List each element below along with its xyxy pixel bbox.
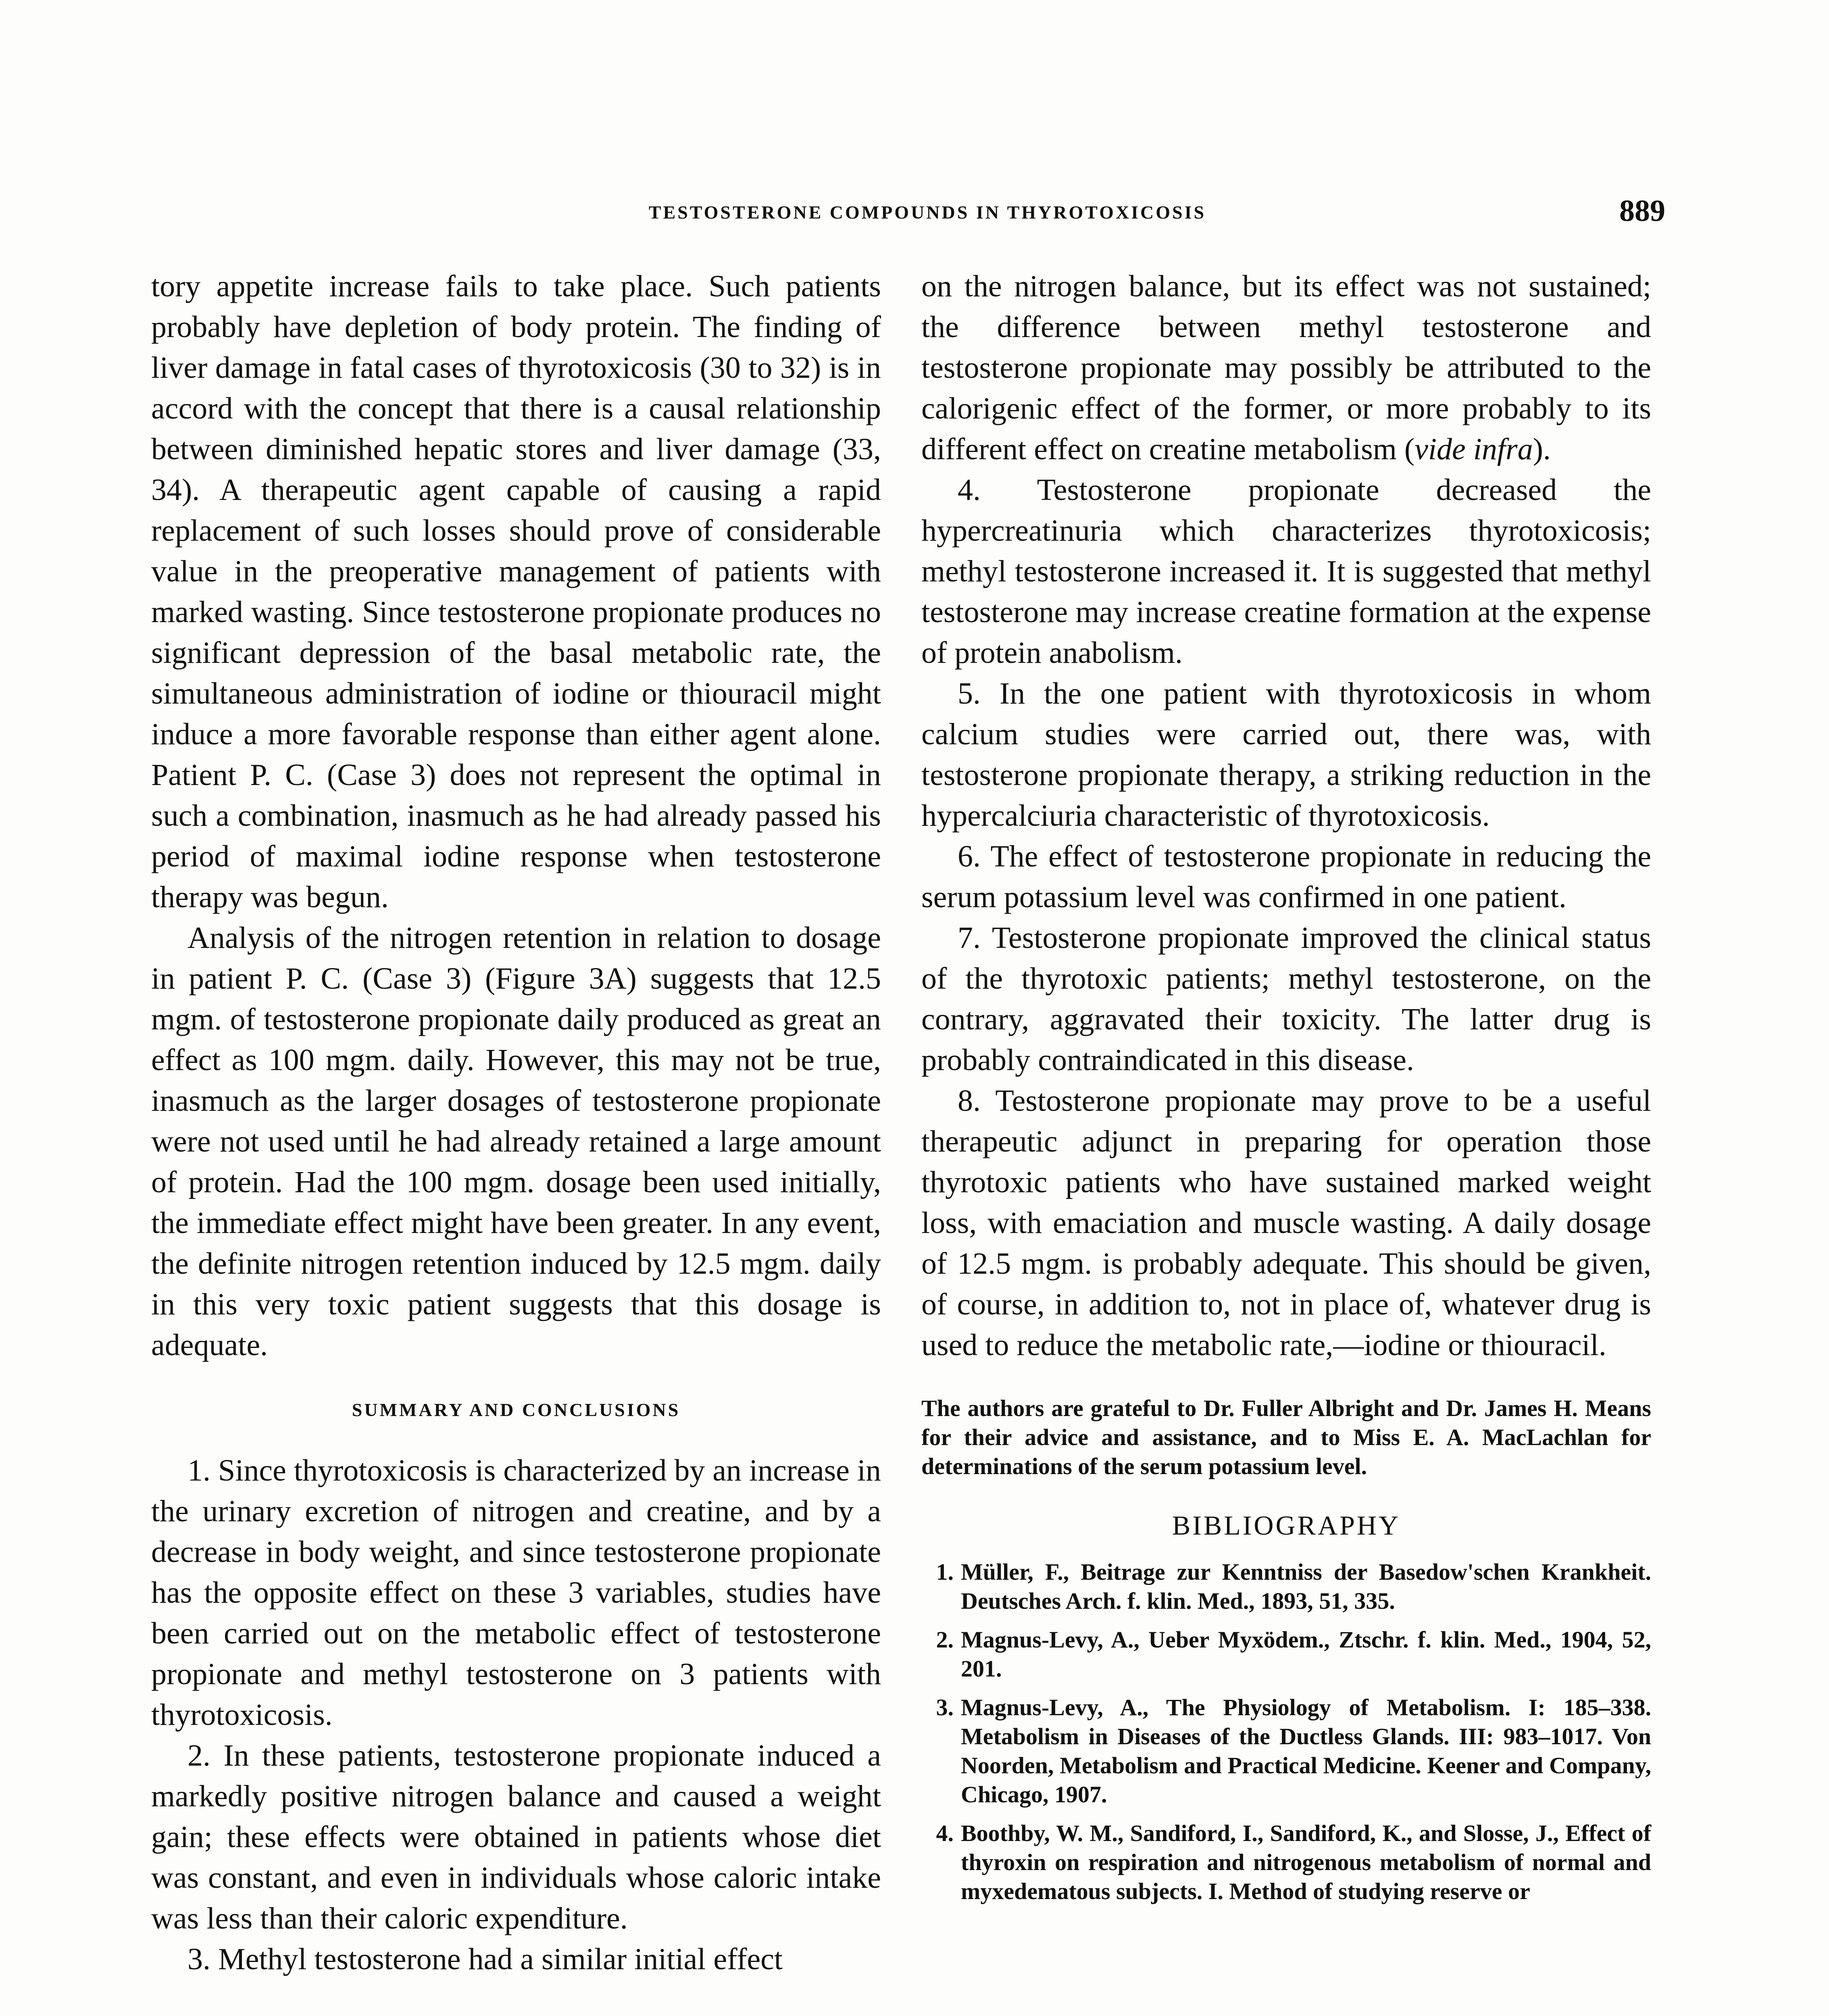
bibliography-text: Müller, F., Beitrage zur Kenntniss der Basedow'schen Krankheit. Deutsches Arch. f. klin. Med., 1893, 51, 335. [961,1559,1651,1614]
page-number: 889 [1619,194,1665,228]
conclusion-item: 1. Since thyrotoxicosis is characterized by an increase in the urinary excretion of nitrogen and creatine, and by a decrease in body weight, and since testosterone propionate has the opposite effect on these 3 variables, studies have been carried out on the metabolic effect of testosterone propionate and methyl testosterone on 3 patients with thyrotoxicosis. [151,1454,881,1732]
conclusion-item: 4. Testosterone propionate decreased the hypercreatinuria which characterizes thyrotoxicosis; methyl testosterone increased it. It is suggested that methyl testosterone may increase creatine formation at the expense of protein anabolism. [921,473,1651,670]
bibliography-entry [921,1625,1651,1683]
paragraph: Analysis of the nitrogen retention in relation to dosage in patient P. C. (Case 3) (Figure 3A) suggests that 12.5 mgm. of testosterone propionate daily produced as great an effect as 100 mgm. daily. However, this may not be true, inasmuch as the larger dosages of testosterone propionate were not used until he had already retained a large amount of protein. Had the 100 mgm. dosage been used initially, the immediate effect might have been greater. In any event, the definite nitrogen retention induced by 12.5 mgm. daily in this very toxic patient suggests that this dosage is adequate. [151,921,881,1362]
text-run: ). [1533,432,1551,466]
bibliography-text: Magnus-Levy, A., The Physiology of Metabolism. I: 185–338. Metabolism in Diseases of the Ductless Glands. III: 983–1017. Von Noorden, Metabolism and Practical Medicine. Keener and Company, Chicago, 1907. [961,1694,1651,1808]
bibliography-entry [921,1693,1651,1809]
text-run: on the nitrogen balance, but its effect was not sustained; the difference between methyl testosterone and testosterone propionate may possibly be attributed to the calorigenic effect of the former, or more probably to its different effect on creatine metabolism ( [921,269,1651,466]
conclusion-item: 2. In these patients, testosterone propionate induced a markedly positive nitrogen balance and caused a weight gain; these effects were obtained in patients whose diet was constant, and even in individuals whose caloric intake was less than their caloric expenditure. [151,1739,881,1935]
right-column [921,266,1651,1916]
section-heading: SUMMARY AND CONCLUSIONS [352,1400,681,1420]
italic-text: vide infra [1414,432,1533,466]
running-head: TESTOSTERONE COMPOUNDS IN THYROTOXICOSIS [648,202,1206,223]
left-column [151,266,881,1980]
conclusion-item: 5. In the one patient with thyrotoxicosis in whom calcium studies were carried out, there was, with testosterone propionate therapy, a striking reduction in the hypercalciuria characteristic of thyrotoxicosis. [921,677,1651,833]
bibliography-number: 3. [936,1694,954,1720]
bibliography-entry [921,1558,1651,1616]
bibliography-number: 2. [936,1627,954,1653]
conclusion-item-continued [921,266,1651,470]
conclusion-item: 6. The effect of testosterone propionate in reducing the serum potassium level was confirmed in one patient. [921,839,1651,914]
bibliography-list [921,1558,1651,1906]
paragraph: tory appetite increase fails to take place. Such patients probably have depletion of body protein. The finding of liver damage in fatal cases of thyrotoxicosis (30 to 32) is in accord with the concept that there is a causal relationship between diminished hepatic stores and liver damage (33, 34). A therapeutic agent capable of causing a rapid replacement of such losses should prove of considerable value in the preoperative management of patients with marked wasting. Since testosterone propionate produces no significant depression of the basal metabolic rate, the simultaneous administration of iodine or thiouracil might induce a more favorable response than either agent alone. Patient P. C. (Case 3) does not represent the optimal in such a combination, inasmuch as he had already passed his period of maximal iodine response when testosterone therapy was begun. [151,269,881,914]
conclusion-item: 8. Testosterone propionate may prove to be a useful therapeutic adjunct in preparing for operation those thyrotoxic patients who have sustained marked weight loss, with emaciation and muscle wasting. A daily dosage of 12.5 mgm. is probably adequate. This should be given, of course, in addition to, not in place of, whatever drug is used to reduce the metabolic rate,—iodine or thiouracil. [921,1084,1651,1362]
conclusion-item: 3. Methyl testosterone had a similar initial effect [187,1942,783,1976]
bibliography-text: Boothby, W. M., Sandiford, I., Sandiford, K., and Slosse, J., Effect of thyroxin on respiration and nitrogenous metabolism of normal and myxedematous subjects. I. Method of studying reserve or [961,1820,1651,1904]
bibliography-number: 4. [936,1820,954,1846]
bibliography-heading: BIBLIOGRAPHY [1172,1510,1401,1541]
conclusion-item: 7. Testosterone propionate improved the clinical status of the thyrotoxic patients; methyl testosterone, on the contrary, aggravated their toxicity. The latter drug is probably contraindicated in this disease. [921,921,1651,1077]
bibliography-number: 1. [936,1559,954,1585]
bibliography-text: Magnus-Levy, A., Ueber Myxödem., Ztschr. f. klin. Med., 1904, 52, 201. [961,1627,1651,1682]
bibliography-entry [921,1819,1651,1906]
acknowledgment: The authors are grateful to Dr. Fuller Albright and Dr. James H. Means for their advice and assistance, and to Miss E. A. MacLachlan for determinations of the serum potassium level. [921,1395,1651,1479]
